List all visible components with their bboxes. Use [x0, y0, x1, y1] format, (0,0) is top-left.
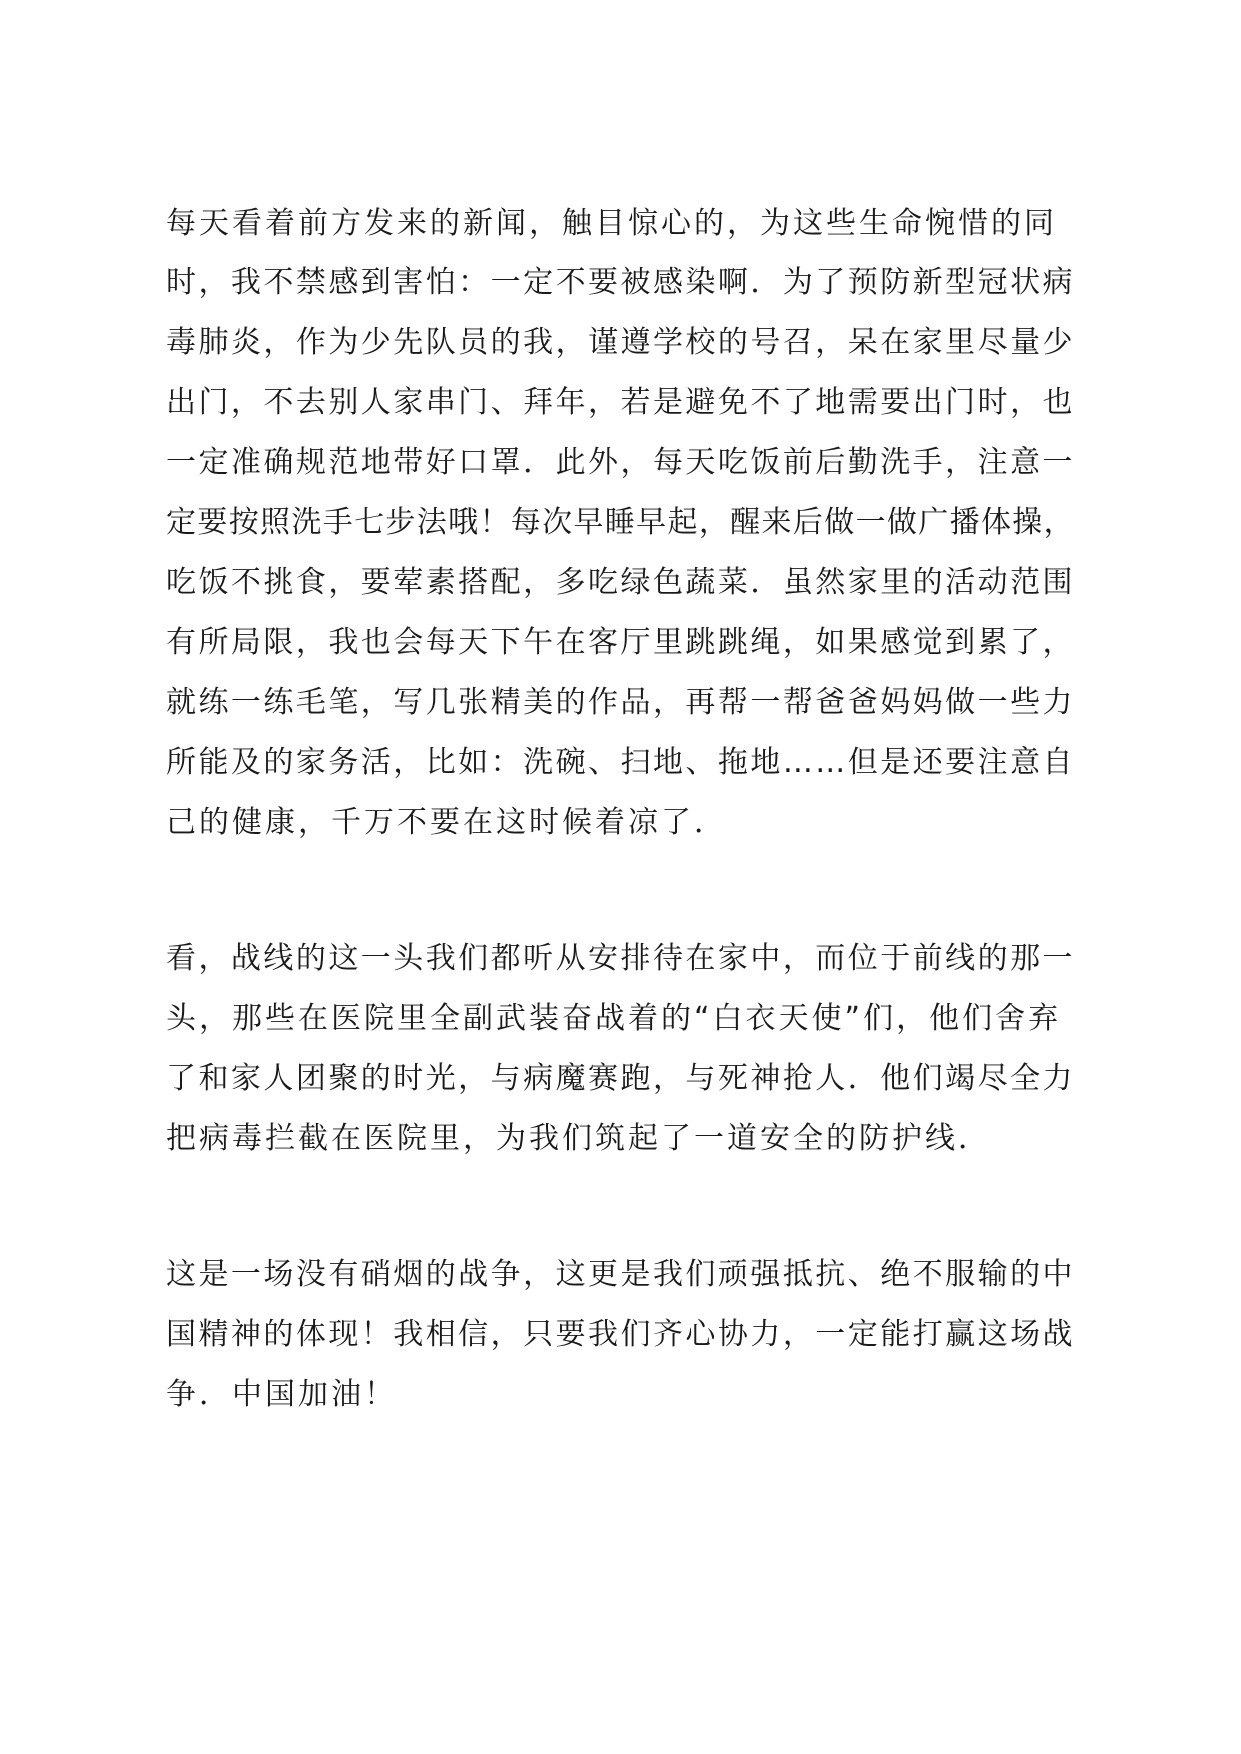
paragraph-3-line-3: 争．中国加油！: [166, 1377, 397, 1412]
paragraph-3-line-2: 国精神的体现！我相信，只要我们齐心协力，一定能打赢这场战: [166, 1317, 1075, 1352]
paragraph-2-line-3: 了和家人团聚的时光，与病魔赛跑，与死神抢人．他们竭尽全力: [166, 1061, 1075, 1096]
paragraph-1-line-2: 时，我不禁感到害怕：一定不要被感染啊．为了预防新型冠状病: [166, 265, 1075, 300]
paragraph-1-line-9: 就练一练毛笔，写几张精美的作品，再帮一帮爸爸妈妈做一些力: [166, 685, 1075, 720]
paragraph-1-line-4: 出门，不去别人家串门、拜年，若是避免不了地需要出门时，也: [166, 385, 1075, 420]
paragraph-2-line-2: 头，那些在医院里全副武装奋战着的“白衣天使”们，他们舍弃: [166, 1001, 1062, 1036]
paragraph-1-line-3: 毒肺炎，作为少先队员的我，谨遵学校的号召，呆在家里尽量少: [166, 325, 1075, 360]
paragraph-1-line-11: 己的健康，千万不要在这时候着凉了．: [166, 805, 727, 840]
paragraph-1-line-5: 一定准确规范地带好口罩．此外，每天吃饭前后勤洗手，注意一: [166, 445, 1075, 480]
paragraph-3-line-1: 这是一场没有硝烟的战争，这更是我们顽强抵抗、绝不服输的中: [166, 1257, 1075, 1292]
paragraph-1-line-6: 定要按照洗手七步法哦！每次早睡早起，醒来后做一做广播体操，: [166, 505, 1075, 540]
paragraph-2-line-4: 把病毒拦截在医院里，为我们筑起了一道安全的防护线．: [166, 1121, 991, 1156]
paragraph-2-line-1: 看，战线的这一头我们都听从安排待在家中，而位于前线的那一: [166, 941, 1075, 976]
paragraph-1-line-7: 吃饭不挑食，要荤素搭配，多吃绿色蔬菜．虽然家里的活动范围: [166, 565, 1075, 600]
paragraph-1-line-1: 每天看着前方发来的新闻，触目惊心的，为这些生命惋惜的同: [166, 206, 1057, 241]
paragraph-1-line-10: 所能及的家务活，比如：洗碗、扫地、拖地……但是还要注意自: [166, 745, 1075, 780]
paragraph-1-line-8: 有所局限，我也会每天下午在客厅里跳跳绳，如果感觉到累了，: [166, 625, 1075, 660]
